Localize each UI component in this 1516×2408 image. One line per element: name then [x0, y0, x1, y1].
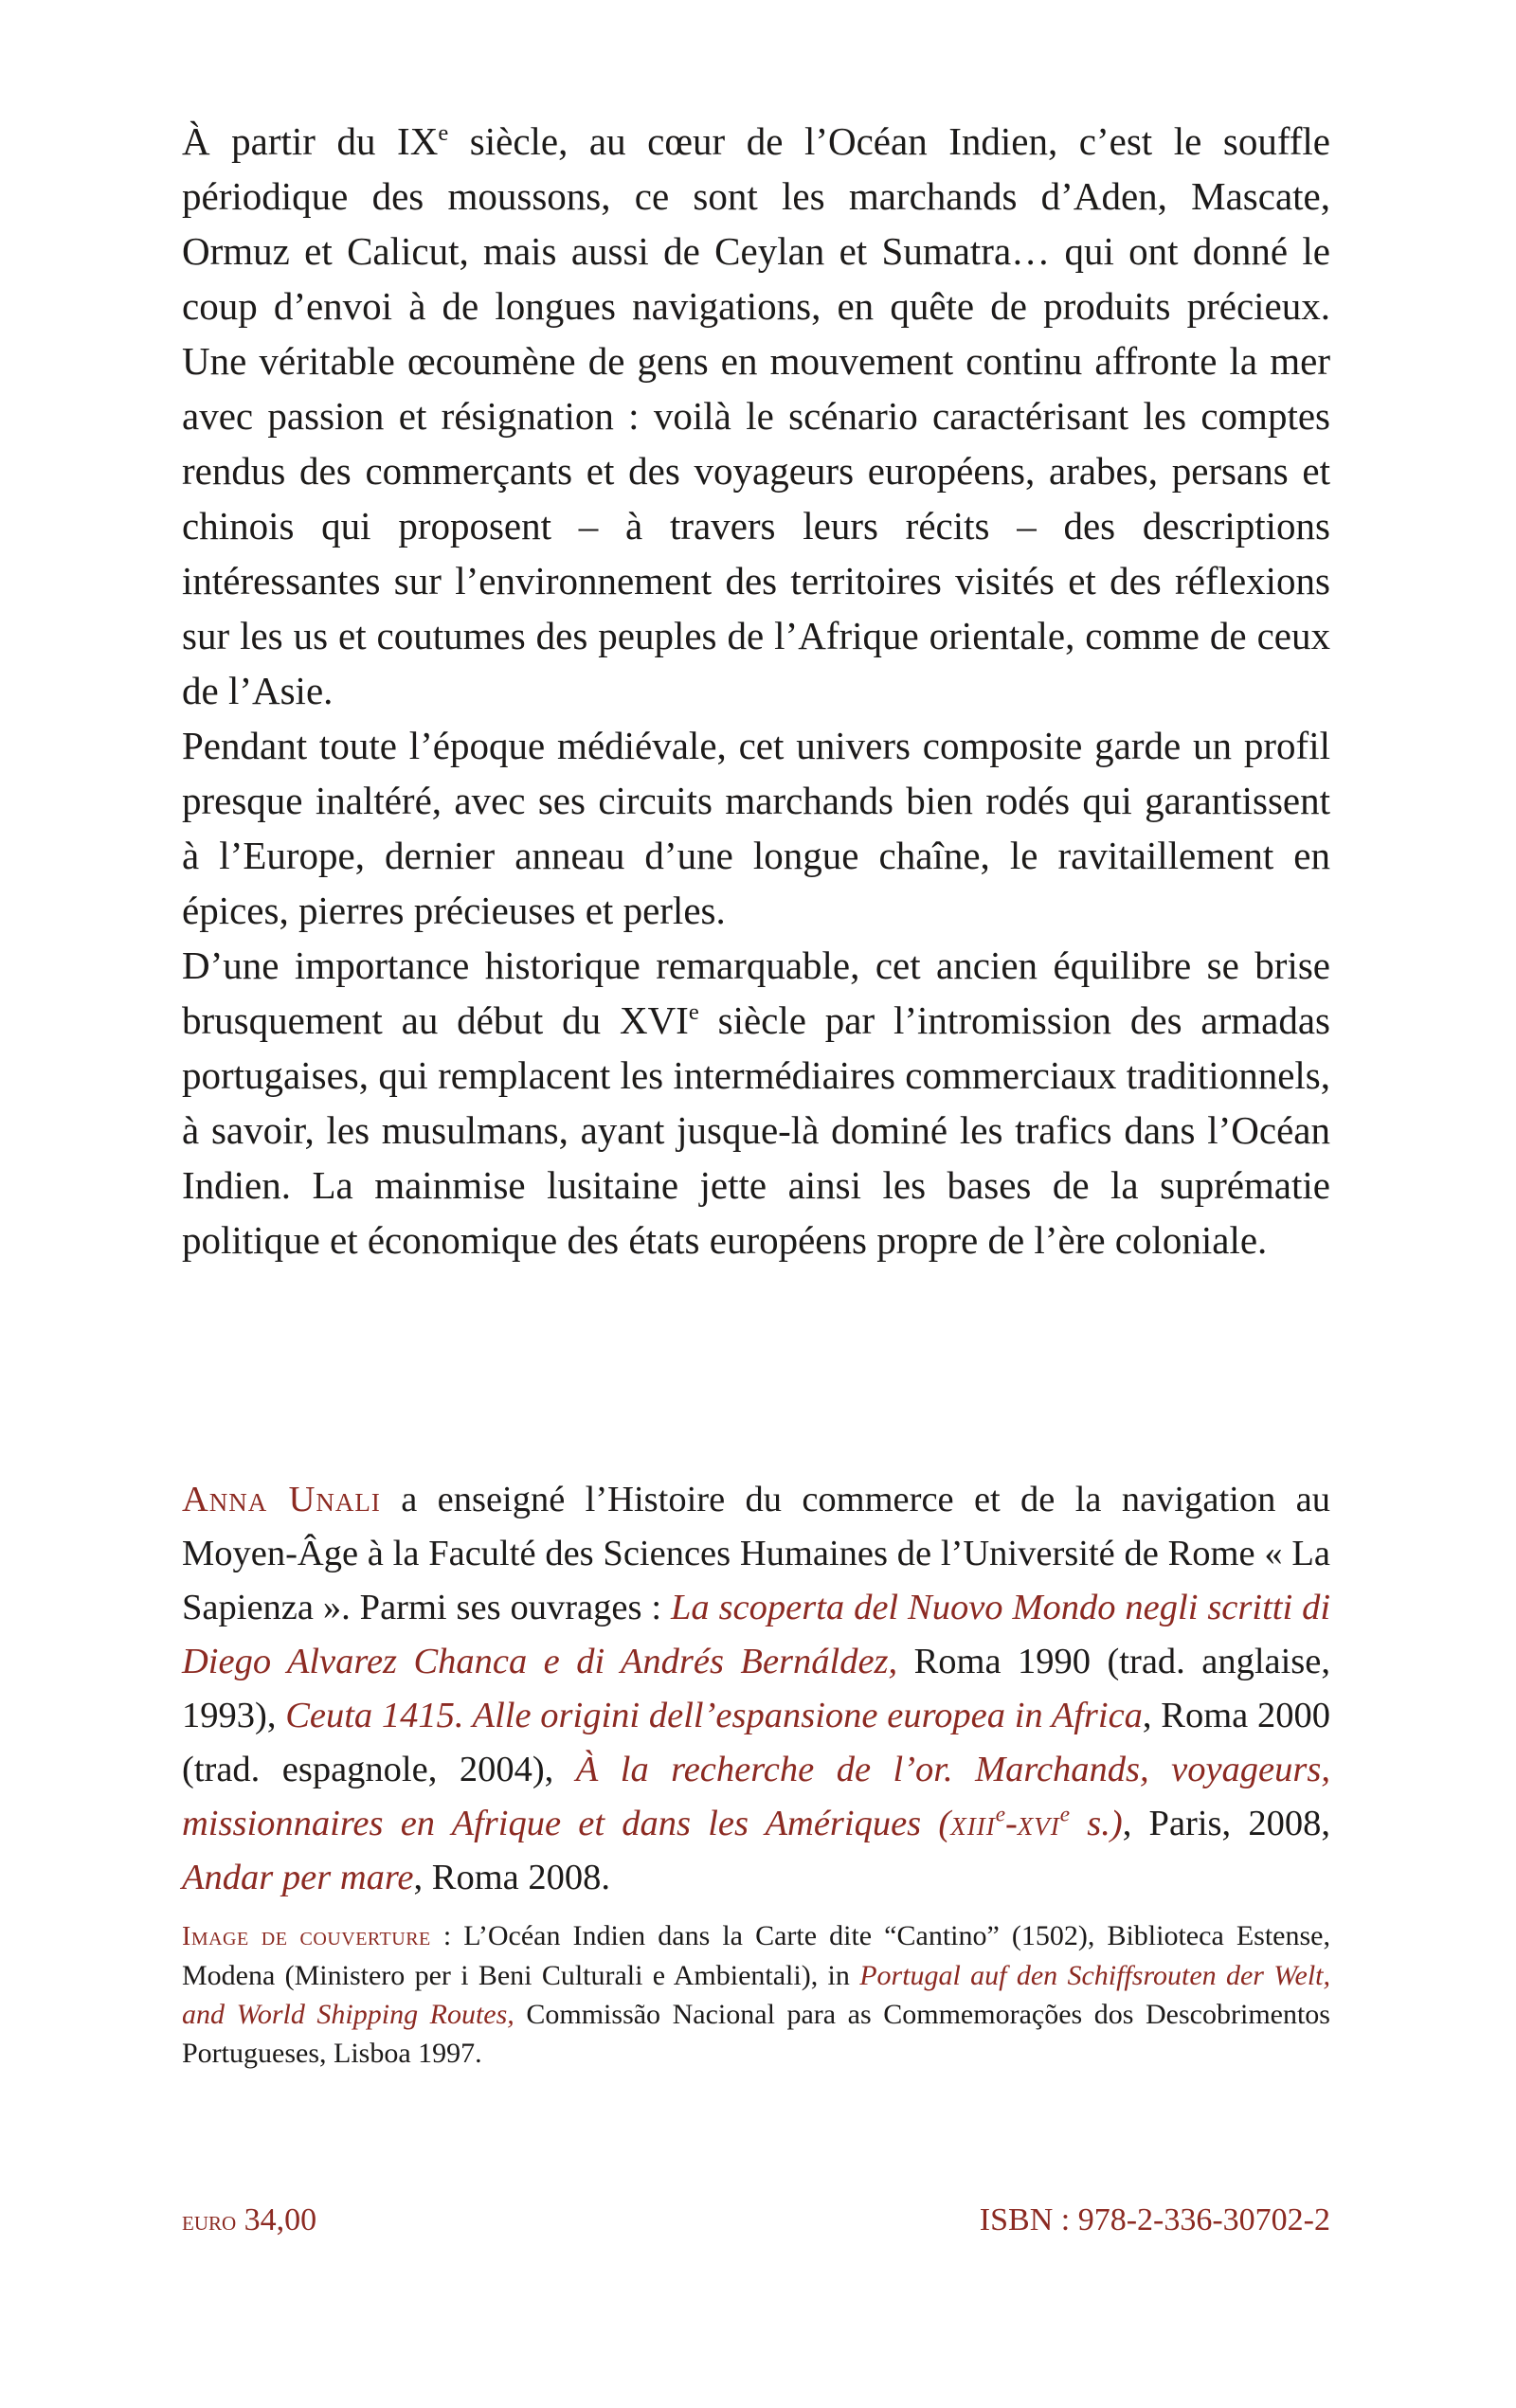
- price: euro 34,00: [182, 2202, 317, 2237]
- synopsis-paragraph-1: À partir du IXe siècle, au cœur de l’Océan Indien, c’est le souffle périodique des moussons, ce sont les marchands d’Aden, Mascate, Ormuz et Calicut, mais aussi de Ceylan et Sumatra… qui ont donné le coup d’envoi à de longues navigations, en quête de produits précieux. Une véritable œcoumène de gens en mouvement continu affronte la mer avec passion et résignation : voilà le scénario caractérisant les comptes rendus des commerçants et des voyageurs européens, arabes, persans et chinois qui proposent – à travers leurs récits – des descriptions intéressantes sur l’environnement des territoires visités et des réflexions sur les us et coutumes des peuples de l’Afrique orientale, comme de ceux de l’Asie.: [182, 119, 1330, 712]
- author-bio-paragraph: Anna Unali a enseigné l’Histoire du commerce et de la navigation au Moyen-Âge à la Faculté des Sciences Humaines de l’Université de Rome « La Sapienza ». Parmi ses ouvrages : La scoperta del Nuovo Mondo negli scritti di Diego Alvarez Chanca e di Andrés Bernáldez, Roma 1990 (trad. anglaise, 1993), Ceuta 1415. Alle origini dell’espansione europea in Africa, Roma 2000 (trad. espagnole, 2004), À la recherche de l’or. Marchands, voyageurs, missionnaires en Afrique et dans les Amériques (xiii$^e$-xvi$^e$ s.), Paris, 2008, Andar per mare, Roma 2008.: [182, 1480, 1331, 1897]
- synopsis: [182, 114, 1330, 1267]
- cover-image-credit: [182, 1916, 1330, 2073]
- isbn: ISBN : 978-2-336-30702-2: [979, 2202, 1330, 2237]
- footer: [182, 2202, 1330, 2250]
- work-title: À la recherche de l’or. Marchands, voyageurs, missionnaires en Afrique et dans les Amériques (xiii$^e$-xvi$^e$ s.): [182, 1750, 1330, 1843]
- work-title: La scoperta del Nuovo Mondo negli scritti di Diego Alvarez Chanca e di Andrés Bernáldez,: [182, 1588, 1331, 1681]
- cover-credit-paragraph: Image de couverture : L’Océan Indien dans la Carte dite “Cantino” (1502), Biblioteca Estense, Modena (Ministero per i Beni Culturali e Ambientali), in Portugal auf den Schiffsrouten der Welt, and World Shipping Routes, Commissão Nacional para as Commemorações dos Descobrimentos Portugueses, Lisboa 1997.: [182, 1920, 1330, 2069]
- cover-credit-label: Image de couverture: [182, 1922, 431, 1951]
- synopsis-paragraph-3: D’une importance historique remarquable, cet ancien équilibre se brise brusquement au début du XVIe siècle par l’intromission des armadas portugaises, qui remplacent les intermédiaires commerciaux traditionnels, à savoir, les musulmans, ayant jusque-là dominé les trafics dans l’Océan Indien. La mainmise lusitaine jette ainsi les bases de la suprématie politique et économique des états européens propre de l’ère coloniale.: [182, 943, 1330, 1262]
- author-name: Anna Unali: [182, 1480, 381, 1519]
- work-title: Ceuta 1415. Alle origini dell’espansione europea in Africa: [285, 1696, 1143, 1735]
- source-title: Portugal auf den Schiffsrouten der Welt, and World Shipping Routes,: [182, 1960, 1330, 2030]
- author-bio: [182, 1473, 1330, 1905]
- work-title: Andar per mare: [182, 1858, 414, 1897]
- currency: euro: [182, 2205, 237, 2237]
- synopsis-paragraph-2: Pendant toute l’époque médiévale, cet univers composite garde un profil presque inaltéré, avec ses circuits marchands bien rodés qui garantissent à l’Europe, dernier anneau d’une longue chaîne, le ravitaillement en épices, pierres précieuses et perles.: [182, 724, 1330, 932]
